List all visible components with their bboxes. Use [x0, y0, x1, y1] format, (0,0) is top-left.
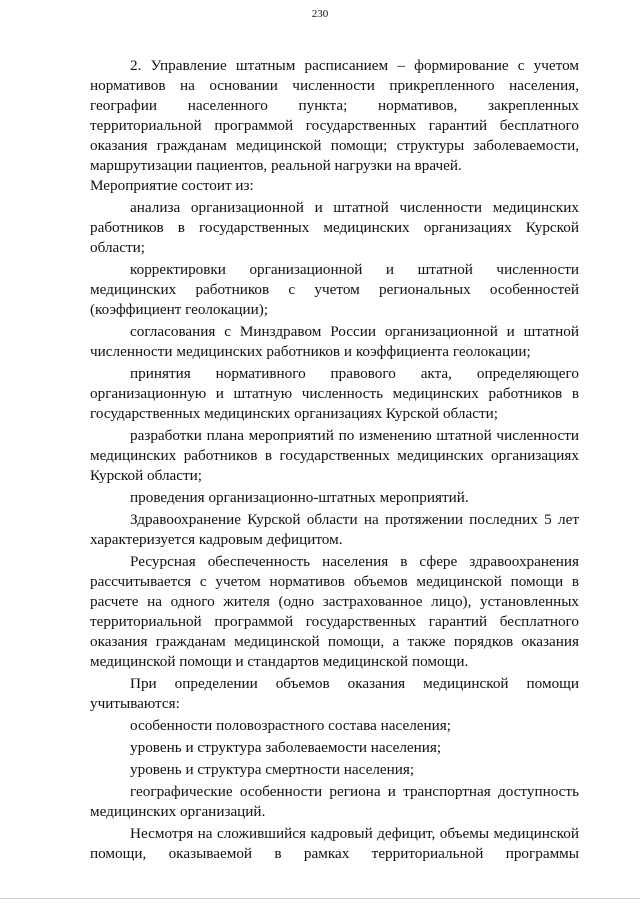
list-item-plan: разработки плана мероприятий по изменению штатной численности медицинских работников в государственных медицинских организациях Курской области; — [90, 427, 579, 484]
paragraph-measure-consists: Мероприятие состоит из: — [90, 177, 254, 194]
list-item-correction: корректировки организационной и штатной численности медицинских работников с учетом региональных особенностей (коэффициент геолокации); — [90, 261, 579, 318]
page-number: 230 — [311, 8, 329, 20]
list-item-geography: географические особенности региона и транспортная доступность медицинских организаций. — [90, 783, 579, 820]
document-body — [90, 56, 579, 864]
list-item-morbidity: уровень и структура заболеваемости населения; — [130, 739, 442, 756]
list-item-regulation: принятия нормативного правового акта, определяющего организационную и штатную численность медицинских работников в государственных медицинских организациях Курской области; — [90, 365, 579, 422]
paragraph-despite-deficit: Несмотря на сложившийся кадровый дефицит, объемы медицинской помощи, оказываемой в рамках территориальной программы — [90, 825, 579, 862]
paragraph-staffing-management: 2. Управление штатным расписанием – формирование с учетом нормативов на основании численности прикрепленного населения, географии населенного пункта; нормативов, закрепленных территориальной программой государственных гарантий бесплатного оказания гражданам медицинской помощи; структуры заболеваемости, маршрутизации пациентов, реальной нагрузки на врачей. — [90, 57, 579, 174]
page-bottom-rule — [0, 898, 640, 899]
list-item-approval: согласования с Минздравом России организационной и штатной численности медицинских работников и коэффициента геолокации; — [90, 323, 579, 360]
paragraph-volume-determination: При определении объемов оказания медицинской помощи учитываются: — [90, 675, 579, 712]
list-item-measures: проведения организационно-штатных мероприятий. — [130, 489, 469, 506]
paragraph-resource-provision: Ресурсная обеспеченность населения в сфере здравоохранения рассчитывается с учетом нормативов объемов медицинской помощи в расчете на одного жителя (одно застрахованное лицо), установленных территориальной программой государственных гарантий бесплатного оказания гражданам медицинской помощи, а также порядков оказания медицинской помощи и стандартов медицинской помощи. — [90, 553, 579, 670]
list-item-mortality: уровень и структура смертности населения; — [130, 761, 415, 778]
list-item-age-structure: особенности половозрастного состава населения; — [130, 717, 451, 734]
list-item-analysis: анализа организационной и штатной численности медицинских работников в государственных медицинских организациях Курской области; — [90, 199, 579, 256]
paragraph-staff-deficit: Здравоохранение Курской области на протяжении последних 5 лет характеризуется кадровым дефицитом. — [90, 511, 579, 548]
